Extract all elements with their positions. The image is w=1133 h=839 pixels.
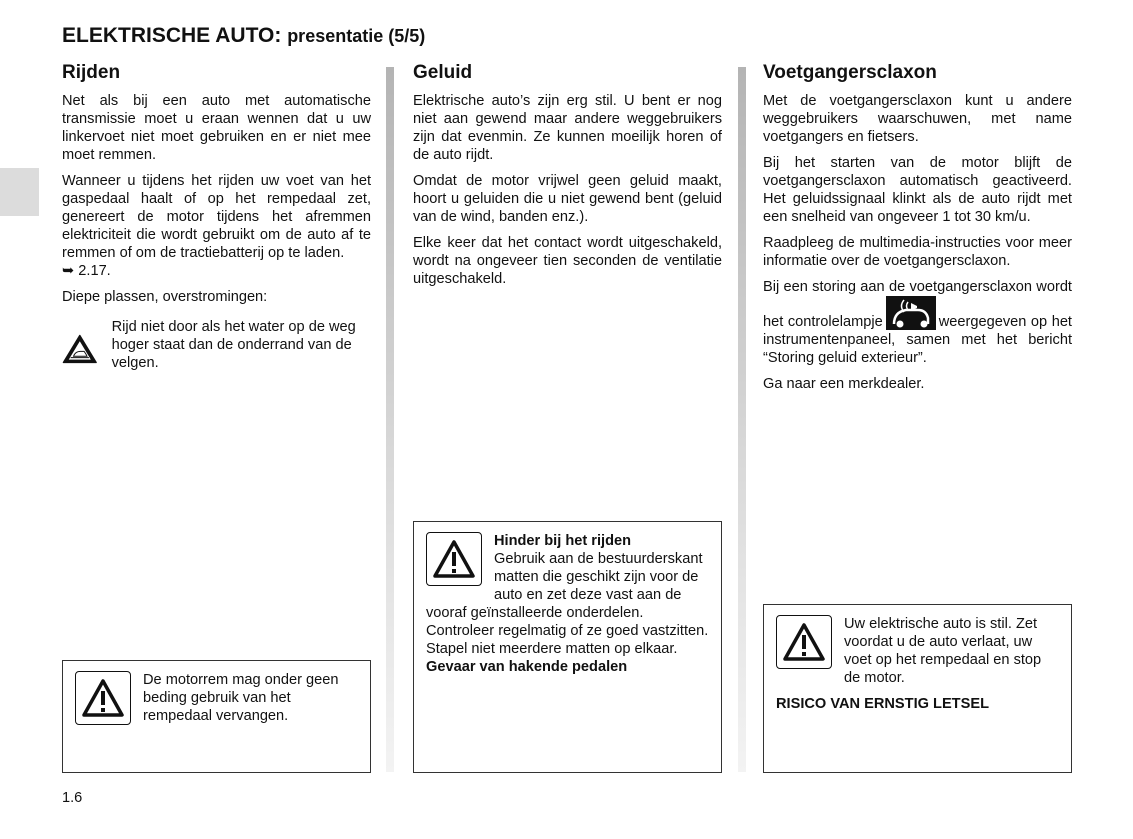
warning-box-stil (763, 604, 1072, 773)
pedestrian-horn-warning-lamp-icon (886, 296, 936, 330)
warning-icon (776, 615, 832, 669)
paragraph: Bij een storing aan de voetgangersclaxon wordt het controlelampje weergegeven op het instrumentenpaneel, samen met het bericht “Storing geluid exterieur”. (763, 279, 1072, 366)
page-number: 1.6 (62, 790, 83, 806)
warning-text: De motorrem mag onder geen beding gebruik van het rempedaal vervangen. (143, 672, 339, 724)
paragraph: Ga naar een merkdealer. (763, 376, 925, 392)
flood-warning-text: Rijd niet door als het water op de weg hoger staat dan de onderrand van de velgen. (111, 319, 356, 371)
page-reference[interactable]: ➥ 2.17. (62, 263, 111, 279)
paragraph: Met de voetgangersclaxon kunt u andere weggebruikers waarschuwen, met name voetgangers en fietsers. (763, 93, 1072, 145)
paragraph: Raadpleeg de multimedia-instructies voor meer informatie over de voetgangersclaxon. (763, 235, 1072, 269)
page-title: ELEKTRISCHE AUTO: presentatie (5/5) (62, 24, 426, 47)
paragraph: Diepe plassen, overstromingen: (62, 289, 268, 305)
warning-icon (426, 532, 482, 586)
warning-icon (75, 671, 131, 725)
warning-footer: Gevaar van hakende pedalen (426, 659, 628, 675)
warning-text: Gebruik aan de bestuurderskant matten die geschikt zijn voor de auto en zet deze vast aan de vooraf geïnstalleerde onderdelen. Controleer regelmatig of ze goed vastzitten. Stapel niet meerdere matten op elkaar. (426, 551, 709, 657)
paragraph: Elke keer dat het contact wordt uitgeschakeld, wordt na ongeveer tien seconden de ventilatie uitgeschakeld. (413, 235, 722, 287)
warning-title: Hinder bij het rijden (494, 533, 632, 549)
paragraph: Omdat de motor vrijwel geen geluid maakt, hoort u geluiden die u niet gewend bent (geluid van de wind, banden enz.). (413, 173, 722, 225)
flood-warning-icon (62, 318, 98, 380)
section-heading: Rijden (62, 62, 121, 83)
warning-text: Uw elektrische auto is stil. Zet voordat u de auto verlaat, uw voet op het rempedaal en stop de motor. (844, 616, 1042, 686)
section-heading: Voetgangersclaxon (763, 62, 937, 83)
section-voetgangersclaxon (763, 62, 1072, 401)
paragraph: Net als bij een auto met automatische transmissie moet u eraan wennen dat u uw linkervoet niet moet gebruiken en er niet mee moet remmen. (62, 93, 371, 163)
warning-footer: RISICO VAN ERNSTIG LETSEL (776, 696, 989, 712)
section-heading: Geluid (413, 62, 473, 83)
warning-box-matten (413, 521, 722, 773)
paragraph: Elektrische auto’s zijn erg stil. U bent er nog niet aan gewend maar andere weggebruikers zijn dat evenmin. Ze kunnen moeilijk horen of de auto rijdt. (413, 93, 722, 163)
section-rijden (62, 62, 371, 380)
section-geluid (413, 62, 722, 296)
chapter-tab (0, 168, 39, 216)
column-divider (738, 67, 746, 772)
paragraph: Wanneer u tijdens het rijden uw voet van het gaspedaal haalt of op het rempedaal zet, genereert de motor tijdens het afremmen elektriciteit die wordt gebruikt om de auto af te remmen of om de tractiebatterij op te laden. ➥ 2.17. (62, 173, 371, 279)
warning-box-motorrem (62, 660, 371, 773)
column-divider (386, 67, 394, 772)
paragraph: Bij het starten van de motor blijft de voetgangersclaxon automatisch geactiveerd. Het geluidssignaal klinkt als de auto rijdt met een snelheid van ongeveer 1 tot 30 km/u. (763, 155, 1072, 225)
